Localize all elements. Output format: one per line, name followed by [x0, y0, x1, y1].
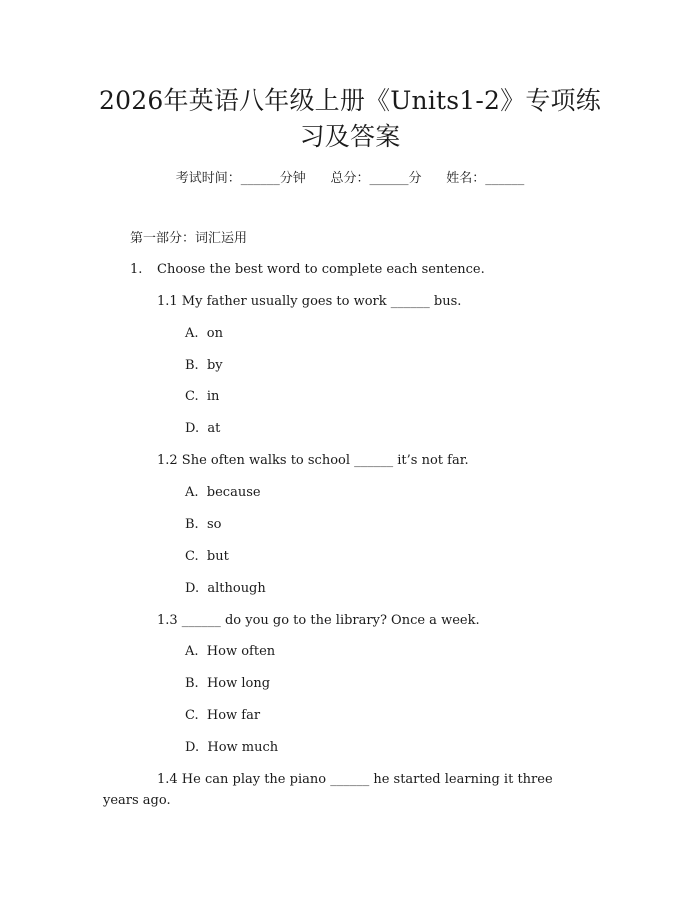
option-1-3-b: B. How long	[185, 676, 271, 691]
document-title-line-2: 习及答案	[299, 122, 401, 151]
section-heading: 第一部分：词汇运用	[130, 231, 248, 246]
option-1-1-d: D. at	[185, 421, 221, 436]
subquestion-1-3: 1.3 ______ do you go to the library? Once a week.	[157, 613, 480, 628]
option-1-2-b: B. so	[185, 517, 222, 532]
option-1-1-b: B. by	[185, 358, 223, 373]
option-1-2-d: D. although	[185, 581, 266, 596]
option-1-3-c: C. How far	[185, 708, 261, 723]
option-1-3-d: D. How much	[185, 740, 279, 755]
subquestion-1-4: 1.4 He can play the piano ______ he started learning it three	[157, 772, 553, 787]
exam-info-line: 考试时间：______分钟 总分：______分 姓名：______	[175, 171, 525, 186]
subquestion-1-1: 1.1 My father usually goes to work ______ bus.	[157, 294, 462, 309]
option-1-2-c: C. but	[185, 549, 229, 564]
subquestion-1-4-continuation: years ago.	[103, 793, 171, 808]
subquestion-1-2: 1.2 She often walks to school ______ it’s not far.	[157, 453, 469, 468]
document-title-line-1: 2026年英语八年级上册《Units1-2》专项练	[99, 86, 601, 115]
option-1-2-a: A. because	[185, 485, 261, 500]
option-1-1-c: C. in	[185, 389, 220, 404]
question-instruction: Choose the best word to complete each sentence.	[157, 262, 485, 277]
option-1-3-a: A. How often	[185, 644, 276, 659]
question-number: 1.	[130, 262, 143, 277]
option-1-1-a: A. on	[185, 326, 223, 341]
